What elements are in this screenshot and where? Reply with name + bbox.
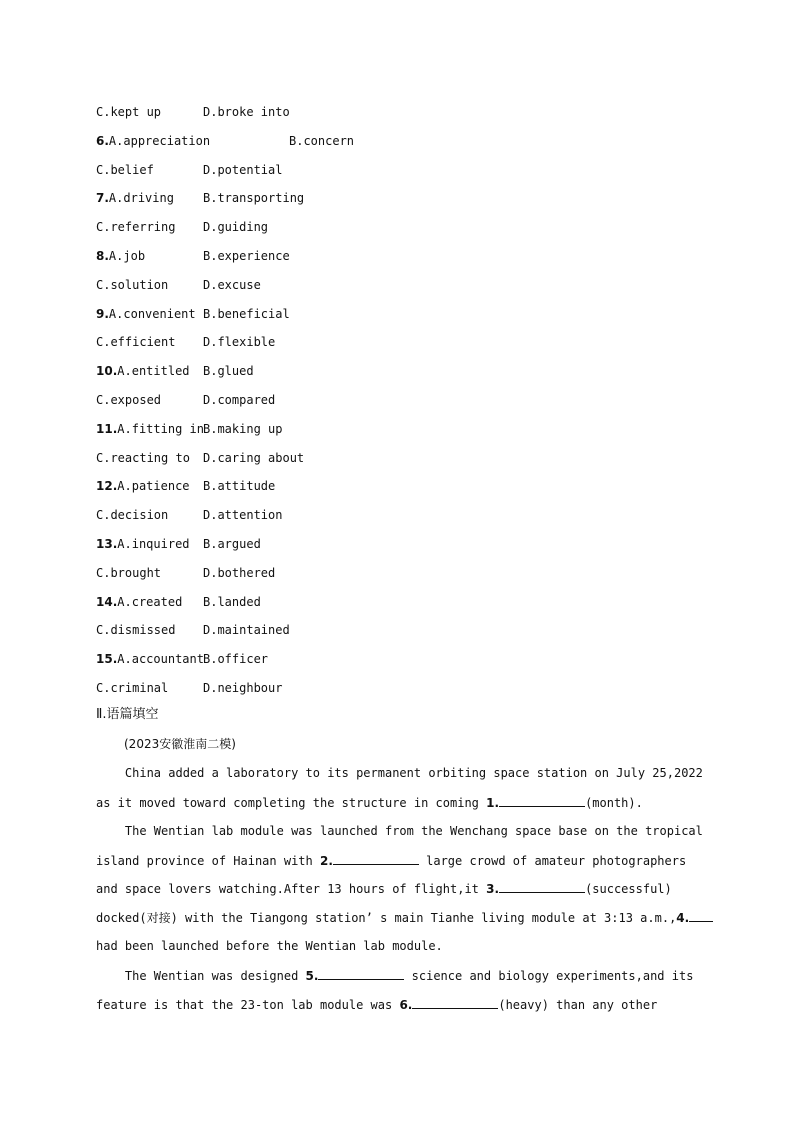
- option-left: [96, 306, 196, 322]
- option-text: C.belief: [96, 163, 154, 177]
- option-left: [96, 536, 190, 552]
- option-text: C.efficient: [96, 335, 176, 349]
- option-right: D.excuse: [203, 278, 261, 292]
- question-number: 15.: [96, 652, 118, 666]
- option-left: [96, 507, 168, 523]
- passage-line: and space lovers watching.After 13 hours of flight,it 3. (successful): [96, 882, 672, 896]
- fill-blank[interactable]: [333, 852, 419, 865]
- option-right: D.compared: [203, 393, 276, 407]
- blank-number: 3.: [486, 882, 500, 896]
- question-number: 8.: [96, 249, 109, 263]
- option-text: A.fitting in: [117, 422, 204, 436]
- option-left: [96, 162, 154, 178]
- question-number: 13.: [96, 537, 118, 551]
- option-left: [96, 651, 204, 667]
- option-left: [96, 363, 190, 379]
- passage-line: The Wentian was designed 5. science and biology experiments,and its: [96, 969, 694, 983]
- option-text: C.referring: [96, 220, 176, 234]
- passage-line: China added a laboratory to its permanent orbiting space station on July 25,2022: [96, 766, 703, 780]
- blank-number: 6.: [399, 998, 413, 1012]
- option-text: A.job: [108, 249, 146, 263]
- option-right: B.argued: [203, 537, 261, 551]
- fill-blank[interactable]: [412, 996, 498, 1009]
- option-left: [96, 565, 161, 581]
- option-left: [96, 450, 190, 466]
- blank-number: 4.: [676, 911, 690, 925]
- option-left: [96, 421, 204, 437]
- option-text: C.solution: [96, 278, 169, 292]
- option-text: C.exposed: [96, 393, 162, 407]
- option-right: B.making up: [203, 422, 283, 436]
- blank-number: 1.: [486, 796, 500, 810]
- fill-blank[interactable]: [499, 880, 585, 893]
- option-right: D.maintained: [203, 623, 290, 637]
- option-right: B.concern: [289, 134, 355, 148]
- blank-number: 5.: [305, 969, 319, 983]
- question-number: 11.: [96, 422, 118, 436]
- option-right: B.transporting: [203, 191, 305, 205]
- option-left: [96, 478, 190, 494]
- option-left: [96, 133, 210, 149]
- option-text: C.decision: [96, 508, 169, 522]
- option-text: C.reacting to: [96, 451, 190, 465]
- fill-blank[interactable]: [499, 794, 585, 807]
- passage-line: as it moved toward completing the structure in coming 1. (month).: [96, 796, 643, 810]
- source-note: (2023安徽淮南二模): [124, 737, 236, 751]
- passage-line: docked(对接) with the Tiangong station’ s main Tianhe living module at 3:13 a.m.,4.: [96, 909, 700, 926]
- option-right: B.officer: [203, 652, 269, 666]
- option-text: C.criminal: [96, 681, 169, 695]
- option-left: [96, 277, 168, 293]
- question-number: 9.: [96, 307, 109, 321]
- option-text: A.accountant: [117, 652, 204, 666]
- option-right: D.flexible: [203, 335, 276, 349]
- option-text: A.inquired: [117, 537, 190, 551]
- option-right: B.beneficial: [203, 307, 290, 321]
- option-text: C.kept up: [96, 105, 162, 119]
- option-right: B.landed: [203, 595, 261, 609]
- option-left: [96, 594, 182, 610]
- option-right: D.potential: [203, 163, 283, 177]
- option-left: [96, 392, 161, 408]
- question-number: 6.: [96, 134, 109, 148]
- option-left: [96, 219, 175, 235]
- option-text: A.created: [117, 595, 183, 609]
- option-right: D.broke into: [203, 105, 290, 119]
- option-right: D.bothered: [203, 566, 276, 580]
- option-text: C.dismissed: [96, 623, 176, 637]
- section-title: Ⅱ.语篇填空: [96, 707, 159, 722]
- passage-line: had been launched before the Wentian lab module.: [96, 939, 443, 953]
- option-right: B.attitude: [203, 479, 276, 493]
- question-number: 7.: [96, 191, 109, 205]
- option-right: D.neighbour: [203, 681, 283, 695]
- question-number: 10.: [96, 364, 118, 378]
- option-text: C.brought: [96, 566, 162, 580]
- option-text: A.convenient: [108, 307, 196, 321]
- option-right: D.attention: [203, 508, 283, 522]
- option-text: A.patience: [117, 479, 190, 493]
- option-left: [96, 680, 168, 696]
- option-text: A.entitled: [117, 364, 190, 378]
- option-left: [96, 334, 175, 350]
- passage-line: feature is that the 23-ton lab module was 6. (heavy) than any other: [96, 998, 658, 1012]
- option-right: D.guiding: [203, 220, 269, 234]
- option-left: [96, 190, 174, 206]
- option-left: [96, 622, 175, 638]
- option-right: D.caring about: [203, 451, 305, 465]
- fill-blank[interactable]: [318, 967, 404, 980]
- passage-line: The Wentian lab module was launched from the Wenchang space base on the tropical: [96, 824, 703, 838]
- fill-blank[interactable]: [689, 909, 713, 922]
- question-number: 12.: [96, 479, 118, 493]
- blank-number: 2.: [319, 854, 333, 868]
- option-right: B.glued: [203, 364, 254, 378]
- option-left: [96, 104, 161, 120]
- passage-line: island province of Hainan with 2. large crowd of amateur photographers: [96, 854, 687, 868]
- option-right: B.experience: [203, 249, 290, 263]
- option-left: [96, 248, 145, 264]
- question-number: 14.: [96, 595, 118, 609]
- option-text: A.appreciation: [108, 134, 211, 148]
- option-text: A.driving: [108, 191, 174, 205]
